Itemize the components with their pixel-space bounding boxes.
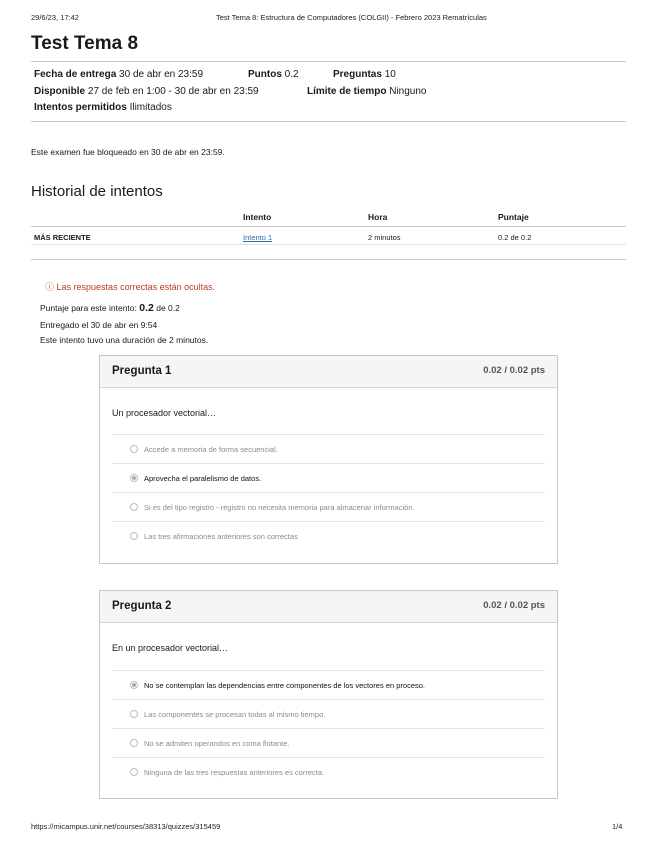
divider bbox=[31, 259, 626, 260]
answer-text: Si es del tipo registro - registro no necesita memoria para almacenar información. bbox=[144, 503, 415, 512]
attempts-allowed bbox=[34, 102, 172, 113]
row-score: 0.2 de 0.2 bbox=[498, 233, 532, 242]
due-date bbox=[34, 69, 203, 80]
question-card bbox=[99, 355, 558, 564]
question-card bbox=[99, 590, 558, 799]
radio-button[interactable] bbox=[130, 710, 138, 718]
divider bbox=[31, 121, 626, 122]
radio-button[interactable] bbox=[130, 739, 138, 747]
answer-text: No se contemplan las dependencias entre componentes de los vectores en proceso. bbox=[144, 681, 426, 690]
answer-option[interactable] bbox=[112, 699, 545, 729]
answer-text: Las componentes se procesan todas al mismo tiempo. bbox=[144, 710, 326, 719]
answer-option[interactable] bbox=[112, 434, 545, 464]
available-value: 27 de feb en 1:00 - 30 de abr en 23:59 bbox=[87, 86, 259, 97]
due-value: 30 de abr en 23:59 bbox=[119, 69, 204, 80]
hidden-answers-warning bbox=[45, 280, 215, 293]
answer-option[interactable] bbox=[112, 728, 545, 758]
divider bbox=[31, 61, 626, 62]
attempt-link[interactable]: Intento 1 bbox=[243, 233, 273, 242]
points bbox=[248, 69, 299, 80]
answer-option[interactable] bbox=[112, 463, 545, 493]
answer-text: Las tres afirmaciones anteriores son correctas bbox=[144, 532, 298, 541]
answer-text: Ninguna de las tres respuestas anteriores es correcta. bbox=[144, 768, 325, 777]
warning-icon: ⓘ bbox=[45, 282, 55, 292]
points-label: Puntos bbox=[248, 69, 282, 80]
questions-count bbox=[333, 69, 396, 80]
radio-button[interactable] bbox=[130, 532, 138, 540]
time-limit-value: Ninguno bbox=[389, 86, 427, 97]
attempts-label: Intentos permitidos bbox=[34, 102, 127, 113]
available-label: Disponible bbox=[34, 86, 86, 97]
print-doc-title: Test Tema 8: Estructura de Computadores (COLGII) - Febrero 2023 Rematrículas bbox=[216, 13, 487, 22]
question-points: 0.02 / 0.02 pts bbox=[483, 600, 545, 611]
score-value: 0.2 bbox=[139, 302, 154, 314]
question-text: En un procesador vectorial… bbox=[112, 643, 229, 653]
row-time: 2 minutos bbox=[368, 233, 401, 242]
radio-button[interactable] bbox=[130, 768, 138, 776]
answer-text: Accede a memoria de forma secuencial. bbox=[144, 445, 278, 454]
score-prefix: Puntaje para este intento: bbox=[40, 303, 137, 313]
question-title: Pregunta 2 bbox=[112, 600, 172, 612]
questions-label: Preguntas bbox=[333, 69, 382, 80]
score-suffix: de 0.2 bbox=[156, 303, 180, 313]
answer-option[interactable] bbox=[112, 492, 545, 522]
history-title: Historial de intentos bbox=[31, 183, 163, 200]
radio-button[interactable] bbox=[130, 445, 138, 453]
question-title: Pregunta 1 bbox=[112, 365, 172, 377]
warning-text: Las respuestas correctas están ocultas. bbox=[56, 282, 216, 292]
points-value: 0.2 bbox=[284, 69, 299, 80]
locked-message: Este examen fue bloqueado en 30 de abr en 23:59. bbox=[31, 147, 225, 157]
answer-text: No se admiten operandos en coma flotante. bbox=[144, 739, 290, 748]
answer-text: Aprovecha el paralelismo de datos. bbox=[144, 474, 262, 483]
answer-option[interactable] bbox=[112, 670, 545, 700]
radio-button-selected[interactable] bbox=[130, 474, 138, 482]
table-divider bbox=[31, 244, 626, 245]
question-header bbox=[100, 356, 557, 388]
col-header-attempt: Intento bbox=[243, 212, 272, 222]
question-header bbox=[100, 591, 557, 623]
availability bbox=[34, 86, 259, 97]
question-text: Un procesador vectorial… bbox=[112, 408, 217, 418]
radio-button-selected[interactable] bbox=[130, 681, 138, 689]
print-url: https://micampus.unir.net/courses/38313/quizzes/315459 bbox=[31, 822, 221, 831]
questions-value: 10 bbox=[384, 69, 396, 80]
print-datetime: 29/6/23, 17:42 bbox=[31, 13, 79, 22]
radio-button[interactable] bbox=[130, 503, 138, 511]
question-points: 0.02 / 0.02 pts bbox=[483, 365, 545, 376]
attempts-value: Ilimitados bbox=[129, 102, 172, 113]
page-title: Test Tema 8 bbox=[31, 33, 139, 54]
row-label: MÁS RECIENTE bbox=[34, 233, 91, 242]
due-label: Fecha de entrega bbox=[34, 69, 117, 80]
submitted-info: Entregado el 30 de abr en 9:54 bbox=[40, 320, 158, 330]
col-header-score: Puntaje bbox=[498, 212, 529, 222]
col-header-time: Hora bbox=[368, 212, 388, 222]
time-limit-label: Límite de tiempo bbox=[307, 86, 387, 97]
attempt-score bbox=[40, 302, 180, 314]
print-page-number: 1/4 bbox=[612, 822, 623, 831]
duration-info: Este intento tuvo una duración de 2 minutos. bbox=[40, 335, 209, 345]
table-divider bbox=[31, 226, 626, 227]
time-limit bbox=[307, 86, 427, 97]
answer-option[interactable] bbox=[112, 757, 545, 787]
answer-option[interactable] bbox=[112, 521, 545, 551]
